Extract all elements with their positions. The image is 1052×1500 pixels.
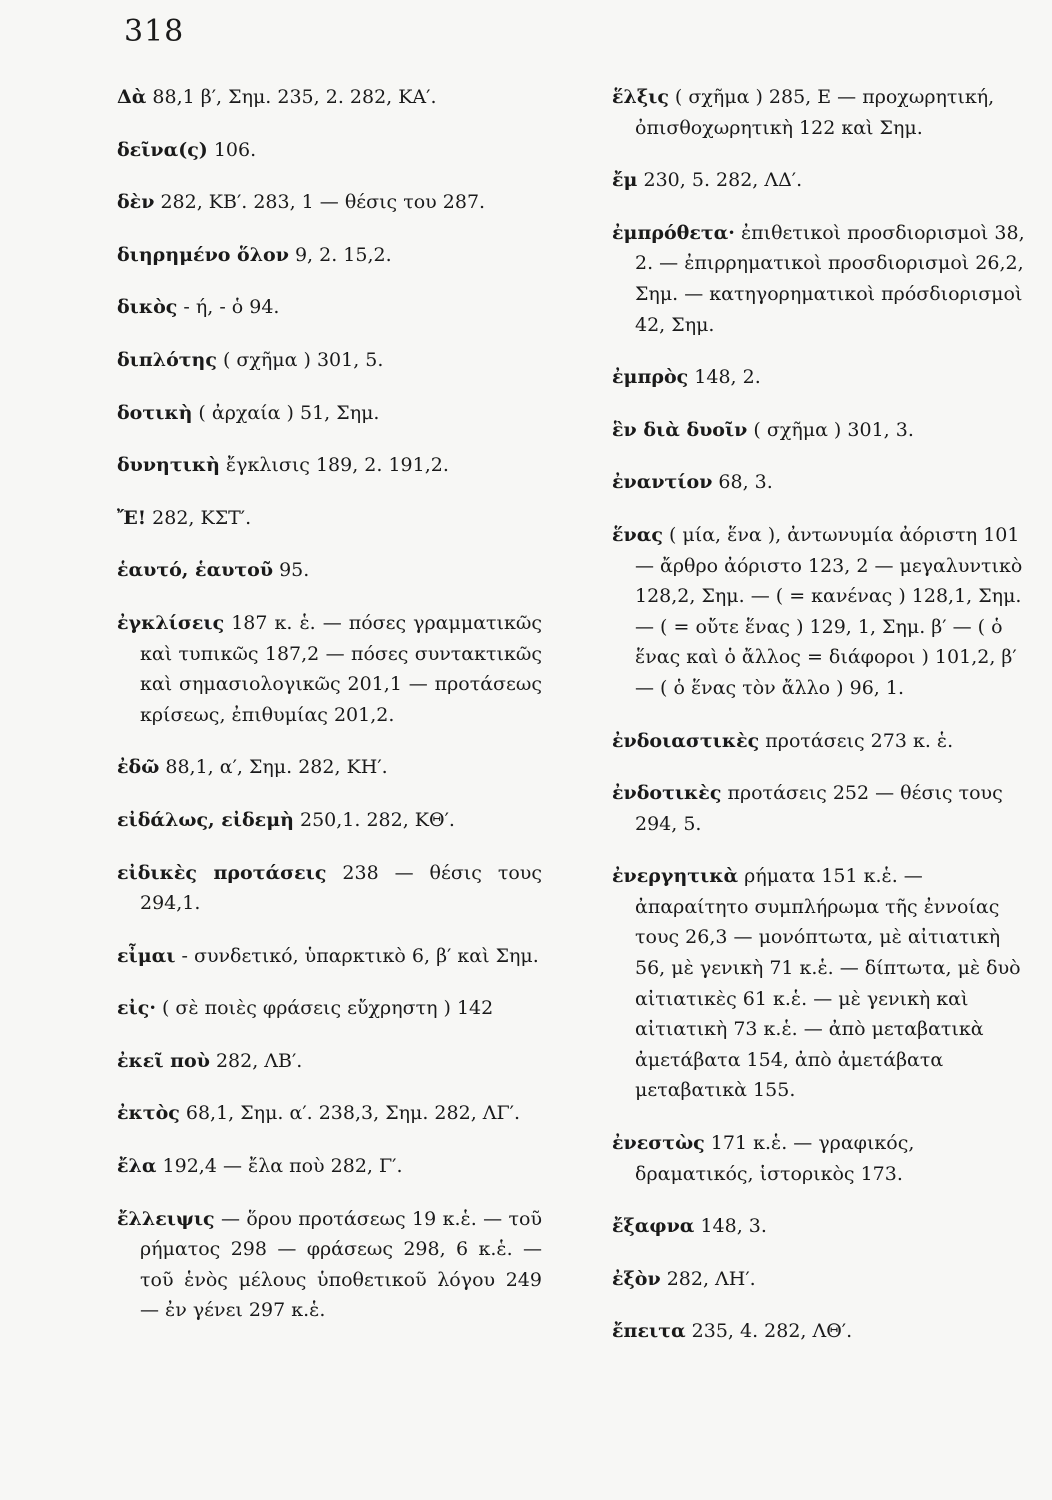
index-entry	[117, 993, 542, 1024]
entry-headword: ἔλλειψις	[117, 1207, 215, 1230]
left-column	[117, 82, 542, 1348]
index-entry	[117, 345, 542, 376]
index-entry	[117, 941, 542, 972]
index-entry	[117, 1098, 542, 1129]
index-entry	[612, 861, 1032, 1106]
entry-text: 68, 3.	[712, 471, 773, 494]
index-entry	[117, 608, 542, 730]
index-entry	[117, 752, 542, 783]
entry-text: 171 κ.ἑ. — γραφικός, δραματικός, ἱστορικὸς 173.	[635, 1132, 915, 1185]
index-entry	[612, 726, 1032, 757]
entry-text: 106.	[207, 138, 257, 161]
entry-text: 88,1, α′, Σημ. 282, ΚΗ′.	[159, 756, 388, 779]
entry-headword: ἔπειτα	[612, 1320, 686, 1343]
index-entry	[612, 82, 1032, 143]
entry-headword: διπλότης	[117, 348, 217, 371]
entry-text: 282, ΛΗ′.	[660, 1267, 756, 1290]
entry-text: ( σὲ ποιὲς φράσεις εὔχρηστη ) 142	[155, 997, 494, 1020]
index-entry	[612, 1211, 1032, 1242]
entry-headword: Δὰ	[117, 86, 147, 108]
entry-headword: δοτικὴ	[117, 401, 193, 424]
entry-text: 68,1, Σημ. α′. 238,3, Σημ. 282, ΛΓ′.	[179, 1102, 521, 1125]
entry-text: - ή, - ὁ 94.	[177, 296, 280, 319]
entry-text: ἐπιθετικοὶ προσδιορισμοὶ 38, 2. — ἐπιρρηματικοὶ προσδιορισμοὶ 26,2, Σημ. — κατηγορηματικοὶ πρόσδιορισμοὶ 42, Σημ.	[635, 221, 1025, 336]
entry-headword: ἐνδοιαστικὲς	[612, 729, 760, 752]
entry-text: 230, 5. 282, ΛΔ′.	[637, 169, 803, 192]
entry-headword: ἐκεῖ ποὺ	[117, 1049, 210, 1072]
index-entry	[612, 1316, 1032, 1347]
entry-text: 192,4 — ἔλα ποὺ 282, Γ′.	[156, 1155, 403, 1178]
entry-headword: εἰς·	[117, 997, 156, 1020]
entry-text: 88,1 β′, Σημ. 235, 2. 282, ΚΑ′.	[146, 86, 437, 108]
entry-headword: ἐμπρόθετα·	[612, 221, 735, 244]
entry-text: προτάσεις 273 κ. ἑ.	[759, 729, 954, 752]
entry-headword: ἐνδοτικὲς	[612, 782, 722, 805]
entry-headword: ἐνεργητικὰ	[612, 865, 739, 888]
index-entry	[117, 1046, 542, 1077]
index-entry	[117, 1151, 542, 1182]
right-column	[612, 82, 1032, 1369]
index-entry	[117, 292, 542, 323]
entry-headword: δὲν	[117, 191, 155, 214]
index-entry	[117, 187, 542, 218]
entry-headword: ἔλα	[117, 1155, 157, 1178]
index-entry	[612, 520, 1032, 704]
entry-headword: ἑαυτό, ἑαυτοῦ	[117, 559, 274, 582]
entry-headword: εἰδάλως, εἰδεμὴ	[117, 808, 294, 831]
index-entry	[612, 218, 1032, 340]
index-entry	[612, 362, 1032, 393]
entry-text: προτάσεις 252 — θέσις τους 294, 5.	[635, 782, 1003, 835]
entry-headword: ἔξαφνα	[612, 1215, 695, 1238]
index-entry	[117, 450, 542, 481]
entry-text: 282, ΚΣΤ′.	[146, 506, 252, 529]
page-number: 318	[124, 14, 185, 49]
index-entry	[117, 1204, 542, 1326]
index-entry	[117, 240, 542, 271]
entry-text: 250,1. 282, ΚΘ′.	[293, 808, 455, 831]
entry-headword: ἕνας	[612, 523, 663, 546]
entry-headword: ἐνεστὼς	[612, 1132, 705, 1155]
index-entry	[117, 135, 542, 166]
index-entry	[612, 1264, 1032, 1295]
index-entry	[117, 82, 542, 113]
entry-headword: διηρημένο ὅλον	[117, 243, 289, 266]
entry-headword: ἐναντίον	[612, 471, 713, 494]
entry-text: 95.	[273, 559, 310, 582]
entry-headword: ἐμπρὸς	[612, 366, 689, 389]
index-entry	[117, 805, 542, 836]
entry-text: ( ἀρχαία ) 51, Σημ.	[192, 401, 380, 424]
entry-headword: ἐγκλίσεις	[117, 611, 225, 634]
index-entry	[612, 165, 1032, 196]
entry-text: 148, 2.	[688, 366, 761, 389]
entry-headword: ἐκτὸς	[117, 1102, 180, 1125]
entry-text: 282, ΛΒ′.	[209, 1049, 303, 1072]
entry-text: 282, ΚΒ′. 283, 1 — θέσις του 287.	[154, 191, 486, 214]
entry-headword: ἐξὸν	[612, 1267, 661, 1290]
entry-text: ρήματα 151 κ.ἑ. — ἀπαραίτητο συμπλήρωμα τῆς ἐννοίας τους 26,3 — μονόπτωτα, μὲ αἰτιατικὴ 56, μὲ γενικὴ 71 κ.ἑ. — δίπτωτα, μὲ δυὸ αἰτιατικὲς 61 κ.ἑ. — μὲ γενικὴ καὶ αἰτιατικὴ 73 κ.ἑ. — ἀπὸ μεταβατικὰ ἀμετάβατα 154, ἀπὸ ἀμετάβατα μεταβατικὰ 155.	[635, 865, 1021, 1102]
index-entry	[117, 858, 542, 919]
entry-text: 187 κ. ἑ. — πόσες γραμματικῶς καὶ τυπικῶς 187,2 — πόσες συντακτικῶς καὶ σημασιολογικῶς 201,1 — προτάσεως κρίσεως, ἐπιθυμίας 201,2.	[140, 611, 542, 726]
entry-headword: δικὸς	[117, 296, 178, 319]
entry-text: 238 — θέσις τους 294,1.	[140, 861, 542, 915]
entry-text: — ὅρου προτάσεως 19 κ.ἑ. — τοῦ ρήματος 298 — φράσεως 298, 6 κ.ἑ. — τοῦ ἑνὸς μέλους ὑποθετικοῦ λόγου 249 — ἐν γένει 297 κ.ἑ.	[140, 1207, 542, 1322]
entry-text: 235, 4. 282, ΛΘ′.	[685, 1320, 853, 1343]
entry-headword: δεῖνα(ς)	[117, 138, 208, 161]
entry-text: ( σχῆμα ) 301, 3.	[747, 418, 914, 441]
entry-headword: εἰδικὲς προτάσεις	[117, 861, 327, 884]
entry-text: ( σχῆμα ) 285, Ε — προχωρητική, ὀπισθοχωρητικὴ 122 καὶ Σημ.	[635, 86, 995, 139]
entry-text: ( σχῆμα ) 301, 5.	[216, 348, 384, 371]
entry-headword: εἶμαι	[117, 944, 176, 967]
index-entry	[612, 778, 1032, 839]
entry-headword: ἔμ	[612, 169, 638, 192]
entry-text: 148, 3.	[694, 1215, 767, 1238]
index-entry	[117, 503, 542, 534]
entry-headword: Ἔ!	[117, 506, 147, 529]
entry-text: ( μία, ἕνα ), ἀντωνυμία ἀόριστη 101 — ἄρθρο ἀόριστο 123, 2 — μεγαλυντικὸ 128,2, Σημ. — ( = κανένας ) 128,1, Σημ. — ( = οὔτε ἕνας ) 129, 1, Σημ. β′ — ( ὁ ἕνας καὶ ὁ ἄλλος = διάφοροι ) 101,2, β′ — ( ὁ ἕνας τὸν ἄλλο ) 96, 1.	[635, 523, 1023, 699]
entry-headword: δυνητικὴ	[117, 454, 220, 477]
entry-text: - συνδετικό, ὑπαρκτικὸ 6, β′ καὶ Σημ.	[175, 944, 539, 967]
entry-text: ἔγκλισις 189, 2. 191,2.	[219, 454, 449, 477]
entry-headword: ἐδῶ	[117, 756, 160, 779]
entry-headword: ἓν διὰ δυοῖν	[612, 418, 748, 441]
index-entry	[117, 555, 542, 586]
index-entry	[612, 415, 1032, 446]
index-entry	[612, 467, 1032, 498]
entry-headword: ἕλξις	[612, 86, 669, 108]
index-entry	[117, 398, 542, 429]
index-entry	[612, 1128, 1032, 1189]
entry-text: 9, 2. 15,2.	[288, 243, 392, 266]
